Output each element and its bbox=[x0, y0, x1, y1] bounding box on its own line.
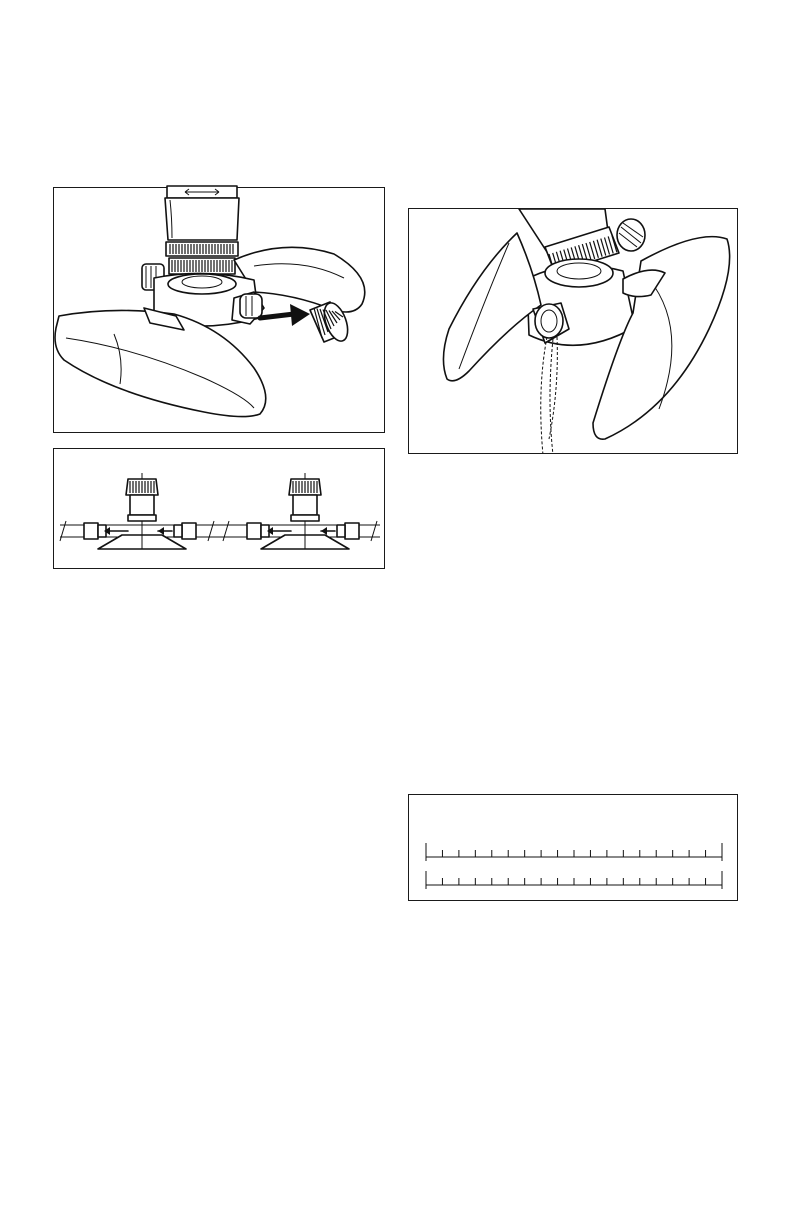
left-foot bbox=[443, 233, 541, 381]
hose-connector-icon bbox=[84, 523, 106, 539]
sprinkler-head-icon bbox=[165, 186, 239, 274]
water-stream-icon bbox=[541, 337, 558, 454]
knob-icon bbox=[617, 219, 645, 251]
arrow-right-icon bbox=[290, 304, 310, 326]
drain-illustration bbox=[409, 209, 738, 454]
figure-drain-water bbox=[408, 208, 738, 454]
hose-chain-illustration bbox=[54, 449, 385, 569]
tick-scale bbox=[409, 795, 738, 901]
hose-connector-icon bbox=[337, 523, 359, 539]
sprinkler-base-illustration bbox=[54, 188, 386, 434]
figure-hose-chaining bbox=[53, 448, 385, 569]
hose-connector-icon bbox=[247, 523, 269, 539]
tick-row bbox=[426, 871, 722, 889]
figure-tick-scale bbox=[408, 794, 738, 901]
sprinkler-icon bbox=[98, 473, 186, 549]
tick-row bbox=[426, 843, 722, 861]
arrow-left-icon bbox=[158, 527, 164, 535]
hose-connector-icon bbox=[174, 523, 196, 539]
sprinkler-icon bbox=[261, 473, 349, 549]
left-foot bbox=[55, 310, 266, 416]
figure-remove-end-cap bbox=[53, 187, 385, 433]
arrow-left-icon bbox=[321, 527, 327, 535]
